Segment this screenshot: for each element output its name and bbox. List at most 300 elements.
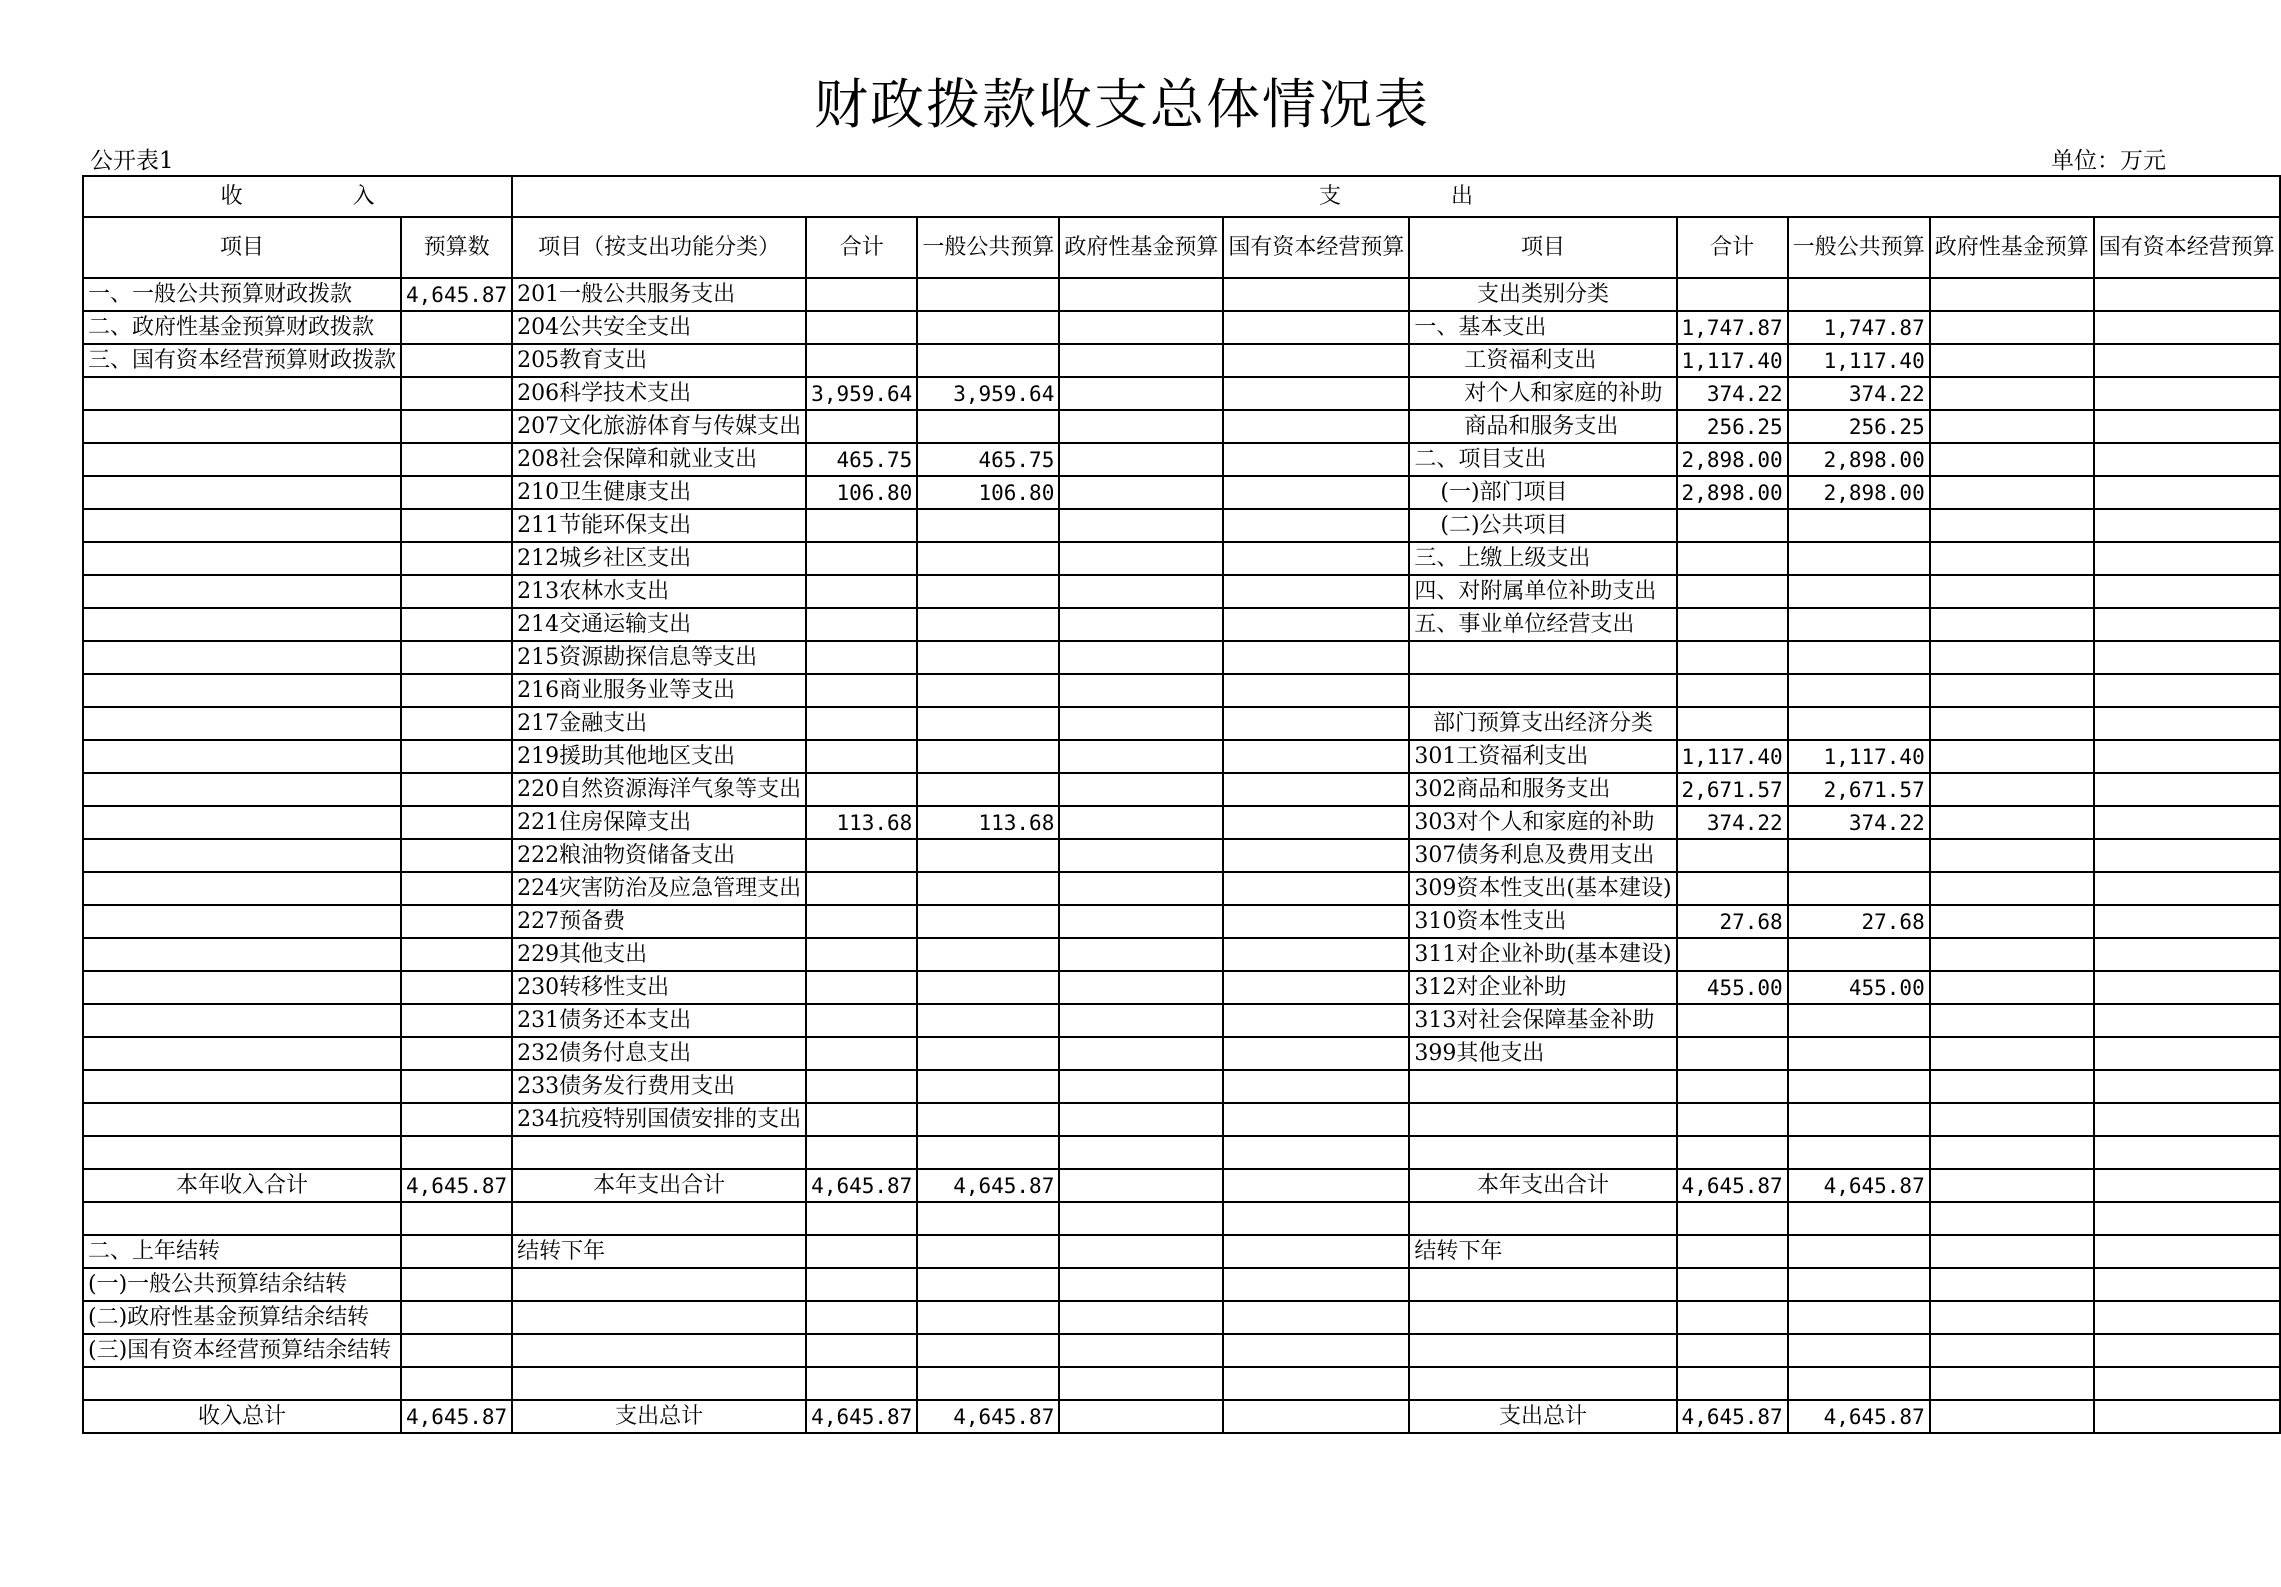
cell-income-item bbox=[83, 707, 401, 740]
cell-income-budget bbox=[401, 1367, 512, 1400]
cell-func-total bbox=[806, 311, 917, 344]
cell-cat-state bbox=[2094, 1169, 2280, 1202]
col-func-fund: 政府性基金预算 bbox=[1059, 217, 1223, 278]
cell-income-item bbox=[83, 377, 401, 410]
cell-cat-fund bbox=[1930, 443, 2094, 476]
cell-func-state bbox=[1223, 1103, 1409, 1136]
cell-cat-item: 本年支出合计 bbox=[1409, 1169, 1676, 1202]
cell-cat-total bbox=[1677, 641, 1788, 674]
cell-func-total: 4,645.87 bbox=[806, 1400, 917, 1433]
cell-func-total bbox=[806, 542, 917, 575]
cell-cat-fund bbox=[1930, 1301, 2094, 1334]
cell-cat-item: 399其他支出 bbox=[1409, 1037, 1676, 1070]
cell-func-total bbox=[806, 1268, 917, 1301]
cell-cat-general bbox=[1788, 1103, 1930, 1136]
cell-func-fund bbox=[1059, 278, 1223, 311]
table-row bbox=[83, 1070, 2280, 1103]
cell-income-budget bbox=[401, 344, 512, 377]
cell-income-item bbox=[83, 641, 401, 674]
expense-header: 支 出 bbox=[512, 176, 2280, 217]
cell-func-item: 219援助其他地区支出 bbox=[512, 740, 806, 773]
cell-income-budget bbox=[401, 839, 512, 872]
cell-func-fund bbox=[1059, 1136, 1223, 1169]
cell-func-general bbox=[917, 641, 1059, 674]
cell-func-state bbox=[1223, 476, 1409, 509]
cell-func-item bbox=[512, 1268, 806, 1301]
cell-cat-fund bbox=[1930, 1400, 2094, 1433]
cell-cat-item: 312对企业补助 bbox=[1409, 971, 1676, 1004]
cell-cat-state bbox=[2094, 1235, 2280, 1268]
cell-cat-general bbox=[1788, 1037, 1930, 1070]
cell-income-budget: 4,645.87 bbox=[401, 278, 512, 311]
cell-func-state bbox=[1223, 872, 1409, 905]
cell-func-item: 220自然资源海洋气象等支出 bbox=[512, 773, 806, 806]
cell-cat-total: 374.22 bbox=[1677, 377, 1788, 410]
cell-cat-fund bbox=[1930, 872, 2094, 905]
cell-cat-total bbox=[1677, 938, 1788, 971]
form-number: 公开表1 bbox=[90, 148, 174, 174]
cell-cat-total: 2,898.00 bbox=[1677, 476, 1788, 509]
cell-cat-total: 2,671.57 bbox=[1677, 773, 1788, 806]
cell-income-item: (三)国有资本经营预算结余结转 bbox=[83, 1334, 401, 1367]
cell-cat-general bbox=[1788, 674, 1930, 707]
col-func-general: 一般公共预算 bbox=[917, 217, 1059, 278]
cell-cat-item: 302商品和服务支出 bbox=[1409, 773, 1676, 806]
cell-cat-general bbox=[1788, 575, 1930, 608]
cell-cat-general bbox=[1788, 1301, 1930, 1334]
table-row bbox=[83, 443, 2280, 476]
cell-func-fund bbox=[1059, 1334, 1223, 1367]
table-row bbox=[83, 674, 2280, 707]
cell-income-item: 本年收入合计 bbox=[83, 1169, 401, 1202]
cell-income-budget bbox=[401, 872, 512, 905]
cell-cat-state bbox=[2094, 443, 2280, 476]
cell-cat-state bbox=[2094, 641, 2280, 674]
cell-func-total bbox=[806, 641, 917, 674]
table-row bbox=[83, 542, 2280, 575]
cell-cat-fund bbox=[1930, 773, 2094, 806]
cell-cat-item bbox=[1409, 1268, 1676, 1301]
cell-income-item bbox=[83, 1070, 401, 1103]
cell-cat-item: 三、上缴上级支出 bbox=[1409, 542, 1676, 575]
cell-cat-item: 303对个人和家庭的补助 bbox=[1409, 806, 1676, 839]
cell-func-total bbox=[806, 1301, 917, 1334]
cell-cat-general bbox=[1788, 1202, 1930, 1235]
cell-cat-item bbox=[1409, 1136, 1676, 1169]
cell-cat-fund bbox=[1930, 1169, 2094, 1202]
cell-func-fund bbox=[1059, 1367, 1223, 1400]
col-cat-fund: 政府性基金预算 bbox=[1930, 217, 2094, 278]
cell-func-general bbox=[917, 971, 1059, 1004]
cell-cat-item: 301工资福利支出 bbox=[1409, 740, 1676, 773]
cell-cat-item: 工资福利支出 bbox=[1409, 344, 1676, 377]
cell-func-general bbox=[917, 674, 1059, 707]
cell-func-fund bbox=[1059, 872, 1223, 905]
cell-cat-state bbox=[2094, 674, 2280, 707]
cell-income-budget bbox=[401, 1268, 512, 1301]
col-cat-general: 一般公共预算 bbox=[1788, 217, 1930, 278]
cell-cat-general: 256.25 bbox=[1788, 410, 1930, 443]
table-row bbox=[83, 905, 2280, 938]
cell-cat-item: 支出类别分类 bbox=[1409, 278, 1676, 311]
cell-cat-state bbox=[2094, 1103, 2280, 1136]
cell-cat-item: 309资本性支出(基本建设) bbox=[1409, 872, 1676, 905]
cell-cat-state bbox=[2094, 773, 2280, 806]
cell-income-item bbox=[83, 674, 401, 707]
cell-cat-item: 支出总计 bbox=[1409, 1400, 1676, 1433]
cell-func-fund bbox=[1059, 740, 1223, 773]
cell-cat-fund bbox=[1930, 476, 2094, 509]
income-header: 收 入 bbox=[83, 176, 512, 217]
cell-income-budget bbox=[401, 1103, 512, 1136]
cell-cat-item: 二、项目支出 bbox=[1409, 443, 1676, 476]
cell-func-general bbox=[917, 1367, 1059, 1400]
cell-income-item: (一)一般公共预算结余结转 bbox=[83, 1268, 401, 1301]
cell-cat-total: 2,898.00 bbox=[1677, 443, 1788, 476]
cell-income-budget bbox=[401, 707, 512, 740]
cell-cat-state bbox=[2094, 971, 2280, 1004]
cell-income-budget: 4,645.87 bbox=[401, 1169, 512, 1202]
cell-func-general: 106.80 bbox=[917, 476, 1059, 509]
cell-func-state bbox=[1223, 1070, 1409, 1103]
col-income-budget: 预算数 bbox=[401, 217, 512, 278]
cell-income-item: (二)政府性基金预算结余结转 bbox=[83, 1301, 401, 1334]
cell-income-budget bbox=[401, 1004, 512, 1037]
cell-cat-general: 4,645.87 bbox=[1788, 1169, 1930, 1202]
cell-cat-item bbox=[1409, 674, 1676, 707]
cell-func-item: 结转下年 bbox=[512, 1235, 806, 1268]
cell-func-item: 229其他支出 bbox=[512, 938, 806, 971]
cell-cat-item: 结转下年 bbox=[1409, 1235, 1676, 1268]
cell-cat-fund bbox=[1930, 707, 2094, 740]
cell-func-state bbox=[1223, 971, 1409, 1004]
cell-cat-general: 1,747.87 bbox=[1788, 311, 1930, 344]
cell-income-budget bbox=[401, 740, 512, 773]
cell-cat-general: 455.00 bbox=[1788, 971, 1930, 1004]
cell-func-general bbox=[917, 1202, 1059, 1235]
cell-cat-total bbox=[1677, 1334, 1788, 1367]
cell-func-fund bbox=[1059, 1169, 1223, 1202]
cell-cat-total bbox=[1677, 1103, 1788, 1136]
cell-func-general bbox=[917, 1136, 1059, 1169]
cell-cat-fund bbox=[1930, 971, 2094, 1004]
cell-cat-total: 4,645.87 bbox=[1677, 1169, 1788, 1202]
cell-func-total bbox=[806, 938, 917, 971]
cell-func-state bbox=[1223, 707, 1409, 740]
cell-cat-state bbox=[2094, 410, 2280, 443]
cell-income-item: 一、一般公共预算财政拨款 bbox=[83, 278, 401, 311]
cell-cat-total bbox=[1677, 1070, 1788, 1103]
cell-cat-general bbox=[1788, 1004, 1930, 1037]
table-row bbox=[83, 1037, 2280, 1070]
cell-func-fund bbox=[1059, 476, 1223, 509]
cell-func-item: 215资源勘探信息等支出 bbox=[512, 641, 806, 674]
cell-func-total bbox=[806, 740, 917, 773]
cell-cat-item: 对个人和家庭的补助 bbox=[1409, 377, 1676, 410]
cell-income-item bbox=[83, 443, 401, 476]
cell-func-total bbox=[806, 575, 917, 608]
col-func-item: 项目（按支出功能分类） bbox=[512, 217, 806, 278]
cell-func-total bbox=[806, 839, 917, 872]
cell-cat-state bbox=[2094, 1301, 2280, 1334]
cell-func-item: 231债务还本支出 bbox=[512, 1004, 806, 1037]
cell-func-item: 211节能环保支出 bbox=[512, 509, 806, 542]
cell-cat-fund bbox=[1930, 377, 2094, 410]
table-row bbox=[83, 1169, 2280, 1202]
cell-cat-total: 27.68 bbox=[1677, 905, 1788, 938]
cell-income-budget bbox=[401, 971, 512, 1004]
cell-cat-fund bbox=[1930, 575, 2094, 608]
cell-income-item: 三、国有资本经营预算财政拨款 bbox=[83, 344, 401, 377]
cell-func-item: 214交通运输支出 bbox=[512, 608, 806, 641]
cell-income-budget bbox=[401, 1235, 512, 1268]
cell-func-state bbox=[1223, 1235, 1409, 1268]
cell-income-budget bbox=[401, 509, 512, 542]
cell-cat-fund bbox=[1930, 1202, 2094, 1235]
cell-func-fund bbox=[1059, 311, 1223, 344]
cell-func-item: 支出总计 bbox=[512, 1400, 806, 1433]
col-cat-item: 项目 bbox=[1409, 217, 1676, 278]
cell-func-item: 234抗疫特别国债安排的支出 bbox=[512, 1103, 806, 1136]
table-row bbox=[83, 1400, 2280, 1433]
col-func-total: 合计 bbox=[806, 217, 917, 278]
cell-income-item bbox=[83, 575, 401, 608]
cell-cat-fund bbox=[1930, 1103, 2094, 1136]
cell-func-general bbox=[917, 509, 1059, 542]
table-row bbox=[83, 773, 2280, 806]
cell-income-item bbox=[83, 542, 401, 575]
cell-cat-general bbox=[1788, 509, 1930, 542]
cell-func-fund bbox=[1059, 542, 1223, 575]
cell-func-item bbox=[512, 1301, 806, 1334]
cell-income-item bbox=[83, 1037, 401, 1070]
cell-cat-fund bbox=[1930, 1136, 2094, 1169]
cell-func-fund bbox=[1059, 1070, 1223, 1103]
cell-cat-total bbox=[1677, 872, 1788, 905]
cell-cat-total bbox=[1677, 575, 1788, 608]
cell-cat-general bbox=[1788, 1334, 1930, 1367]
table-body bbox=[83, 176, 2280, 1433]
cell-cat-total: 1,117.40 bbox=[1677, 740, 1788, 773]
cell-cat-state bbox=[2094, 344, 2280, 377]
cell-cat-fund bbox=[1930, 641, 2094, 674]
cell-cat-fund bbox=[1930, 344, 2094, 377]
cell-cat-general: 2,671.57 bbox=[1788, 773, 1930, 806]
cell-func-general bbox=[917, 872, 1059, 905]
cell-func-item: 213农林水支出 bbox=[512, 575, 806, 608]
cell-func-general bbox=[917, 938, 1059, 971]
cell-func-fund bbox=[1059, 1004, 1223, 1037]
cell-func-general bbox=[917, 740, 1059, 773]
cell-cat-item: 307债务利息及费用支出 bbox=[1409, 839, 1676, 872]
cell-func-fund bbox=[1059, 707, 1223, 740]
cell-func-general bbox=[917, 905, 1059, 938]
cell-cat-item bbox=[1409, 1070, 1676, 1103]
table-row bbox=[83, 707, 2280, 740]
cell-cat-state bbox=[2094, 1268, 2280, 1301]
cell-func-general bbox=[917, 410, 1059, 443]
cell-cat-total bbox=[1677, 707, 1788, 740]
cell-func-total bbox=[806, 410, 917, 443]
cell-func-state bbox=[1223, 1334, 1409, 1367]
cell-income-budget bbox=[401, 410, 512, 443]
cell-income-budget bbox=[401, 476, 512, 509]
cell-income-budget bbox=[401, 905, 512, 938]
cell-func-general bbox=[917, 1334, 1059, 1367]
cell-cat-general: 1,117.40 bbox=[1788, 740, 1930, 773]
cell-cat-item bbox=[1409, 1103, 1676, 1136]
cell-cat-total bbox=[1677, 1367, 1788, 1400]
cell-func-total bbox=[806, 1235, 917, 1268]
cell-func-item: 232债务付息支出 bbox=[512, 1037, 806, 1070]
cell-func-state bbox=[1223, 674, 1409, 707]
cell-cat-state bbox=[2094, 278, 2280, 311]
cell-cat-total bbox=[1677, 1268, 1788, 1301]
table-row bbox=[83, 1367, 2280, 1400]
cell-func-total bbox=[806, 1037, 917, 1070]
cell-func-fund bbox=[1059, 1037, 1223, 1070]
cell-cat-fund bbox=[1930, 1037, 2094, 1070]
cell-func-general bbox=[917, 1004, 1059, 1037]
table-row bbox=[83, 377, 2280, 410]
cell-func-state bbox=[1223, 410, 1409, 443]
cell-cat-total: 1,117.40 bbox=[1677, 344, 1788, 377]
cell-func-general bbox=[917, 608, 1059, 641]
cell-func-fund bbox=[1059, 674, 1223, 707]
cell-cat-fund bbox=[1930, 542, 2094, 575]
cell-func-general bbox=[917, 575, 1059, 608]
cell-cat-state bbox=[2094, 509, 2280, 542]
cell-cat-general bbox=[1788, 938, 1930, 971]
cell-func-state bbox=[1223, 905, 1409, 938]
col-cat-total: 合计 bbox=[1677, 217, 1788, 278]
cell-func-state bbox=[1223, 311, 1409, 344]
cell-income-budget bbox=[401, 542, 512, 575]
cell-cat-total bbox=[1677, 278, 1788, 311]
cell-cat-total bbox=[1677, 509, 1788, 542]
cell-func-state bbox=[1223, 938, 1409, 971]
table-row bbox=[83, 1301, 2280, 1334]
cell-income-budget bbox=[401, 311, 512, 344]
cell-func-general: 4,645.87 bbox=[917, 1400, 1059, 1433]
cell-cat-general bbox=[1788, 278, 1930, 311]
cell-func-state bbox=[1223, 278, 1409, 311]
cell-func-general: 113.68 bbox=[917, 806, 1059, 839]
cell-cat-state bbox=[2094, 542, 2280, 575]
cell-income-item bbox=[83, 1004, 401, 1037]
cell-func-state bbox=[1223, 773, 1409, 806]
cell-income-budget bbox=[401, 1136, 512, 1169]
cell-income-budget bbox=[401, 806, 512, 839]
cell-income-budget bbox=[401, 773, 512, 806]
cell-func-total bbox=[806, 278, 917, 311]
cell-func-general bbox=[917, 1235, 1059, 1268]
cell-func-total bbox=[806, 1136, 917, 1169]
cell-income-budget: 4,645.87 bbox=[401, 1400, 512, 1433]
cell-func-item: 204公共安全支出 bbox=[512, 311, 806, 344]
cell-income-item bbox=[83, 410, 401, 443]
cell-income-budget bbox=[401, 443, 512, 476]
cell-cat-item: 311对企业补助(基本建设) bbox=[1409, 938, 1676, 971]
col-func-state: 国有资本经营预算 bbox=[1223, 217, 1409, 278]
cell-cat-total bbox=[1677, 1037, 1788, 1070]
cell-func-item bbox=[512, 1136, 806, 1169]
cell-cat-general bbox=[1788, 872, 1930, 905]
cell-func-fund bbox=[1059, 839, 1223, 872]
cell-cat-fund bbox=[1930, 740, 2094, 773]
cell-income-item bbox=[83, 740, 401, 773]
cell-cat-fund bbox=[1930, 278, 2094, 311]
cell-func-total bbox=[806, 509, 917, 542]
table-row bbox=[83, 872, 2280, 905]
cell-func-state bbox=[1223, 1202, 1409, 1235]
cell-cat-state bbox=[2094, 311, 2280, 344]
cell-income-budget bbox=[401, 1301, 512, 1334]
cell-func-item: 201一般公共服务支出 bbox=[512, 278, 806, 311]
cell-func-general bbox=[917, 1070, 1059, 1103]
cell-func-general bbox=[917, 839, 1059, 872]
cell-func-state bbox=[1223, 1136, 1409, 1169]
cell-cat-fund bbox=[1930, 1004, 2094, 1037]
cell-income-budget bbox=[401, 1037, 512, 1070]
cell-func-state bbox=[1223, 1169, 1409, 1202]
cell-cat-total bbox=[1677, 1202, 1788, 1235]
cell-income-budget bbox=[401, 377, 512, 410]
cell-func-item: 本年支出合计 bbox=[512, 1169, 806, 1202]
cell-cat-total bbox=[1677, 1301, 1788, 1334]
table-row bbox=[83, 971, 2280, 1004]
cell-func-state bbox=[1223, 377, 1409, 410]
cell-func-fund bbox=[1059, 1268, 1223, 1301]
cell-cat-state bbox=[2094, 1136, 2280, 1169]
table-row bbox=[83, 641, 2280, 674]
cell-income-item: 收入总计 bbox=[83, 1400, 401, 1433]
cell-income-item bbox=[83, 608, 401, 641]
cell-func-general bbox=[917, 1268, 1059, 1301]
cell-cat-general bbox=[1788, 707, 1930, 740]
table-row bbox=[83, 575, 2280, 608]
cell-cat-state bbox=[2094, 476, 2280, 509]
cell-cat-state bbox=[2094, 707, 2280, 740]
cell-income-item bbox=[83, 1367, 401, 1400]
header-row-1 bbox=[83, 176, 2280, 217]
cell-cat-fund bbox=[1930, 1268, 2094, 1301]
cell-cat-item: 商品和服务支出 bbox=[1409, 410, 1676, 443]
cell-cat-fund bbox=[1930, 1070, 2094, 1103]
cell-func-fund bbox=[1059, 806, 1223, 839]
cell-func-total bbox=[806, 971, 917, 1004]
cell-func-state bbox=[1223, 839, 1409, 872]
cell-func-item: 217金融支出 bbox=[512, 707, 806, 740]
cell-func-item: 224灾害防治及应急管理支出 bbox=[512, 872, 806, 905]
cell-cat-item: (一)部门项目 bbox=[1409, 476, 1676, 509]
cell-func-total bbox=[806, 1004, 917, 1037]
cell-cat-state bbox=[2094, 1202, 2280, 1235]
cell-cat-general: 1,117.40 bbox=[1788, 344, 1930, 377]
cell-cat-fund bbox=[1930, 410, 2094, 443]
cell-cat-state bbox=[2094, 839, 2280, 872]
cell-cat-total bbox=[1677, 608, 1788, 641]
cell-cat-state bbox=[2094, 1334, 2280, 1367]
cell-cat-general: 2,898.00 bbox=[1788, 443, 1930, 476]
cell-func-state bbox=[1223, 641, 1409, 674]
cell-cat-general: 2,898.00 bbox=[1788, 476, 1930, 509]
cell-cat-general bbox=[1788, 542, 1930, 575]
cell-cat-item: 五、事业单位经营支出 bbox=[1409, 608, 1676, 641]
unit-label: 单位：万元 bbox=[2051, 148, 2166, 174]
cell-func-state bbox=[1223, 1367, 1409, 1400]
cell-cat-item bbox=[1409, 641, 1676, 674]
